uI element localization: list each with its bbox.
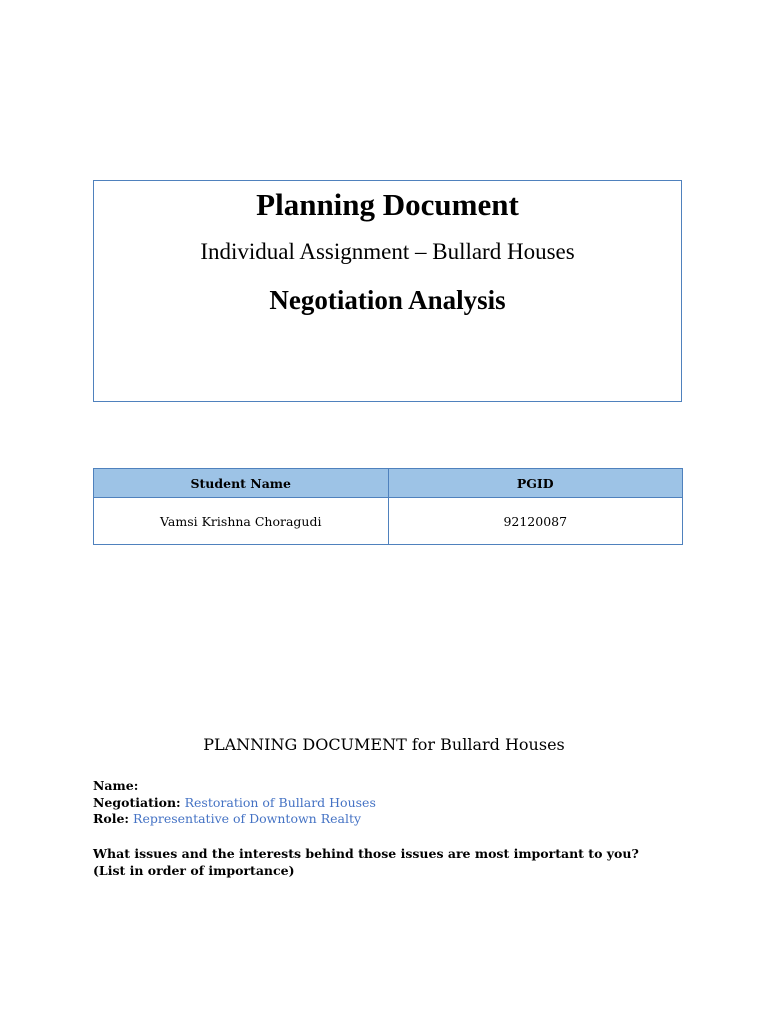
role-label: Role: [93,811,130,826]
header-pgid: PGID [388,469,683,498]
role-field [93,811,376,828]
table-header-row [94,469,683,498]
student-name-cell: Vamsi Krishna Choragudi [94,498,389,545]
name-label: Name: [93,778,139,793]
title-box [93,180,682,402]
negotiation-label: Negotiation: [93,794,181,810]
student-table [93,468,683,545]
header-student-name: Student Name [94,469,389,498]
document-subtitle: Individual Assignment – Bullard Houses [200,239,575,264]
pgid-cell: 92120087 [388,498,683,545]
planning-heading: PLANNING DOCUMENT for Bullard Houses [203,735,565,754]
name-field [93,778,376,795]
negotiation-field [93,795,376,812]
role-value: Representative of Downtown Realty [133,811,362,826]
planning-fields [93,778,376,828]
negotiation-value: Restoration of Bullard Houses [184,794,376,810]
document-heading: Negotiation Analysis [269,285,506,315]
question-text: What issues and the interests behind those issues are most important to you? (List in order of importance) [93,846,639,878]
table-row [94,498,683,545]
document-title: Planning Document [256,187,519,222]
